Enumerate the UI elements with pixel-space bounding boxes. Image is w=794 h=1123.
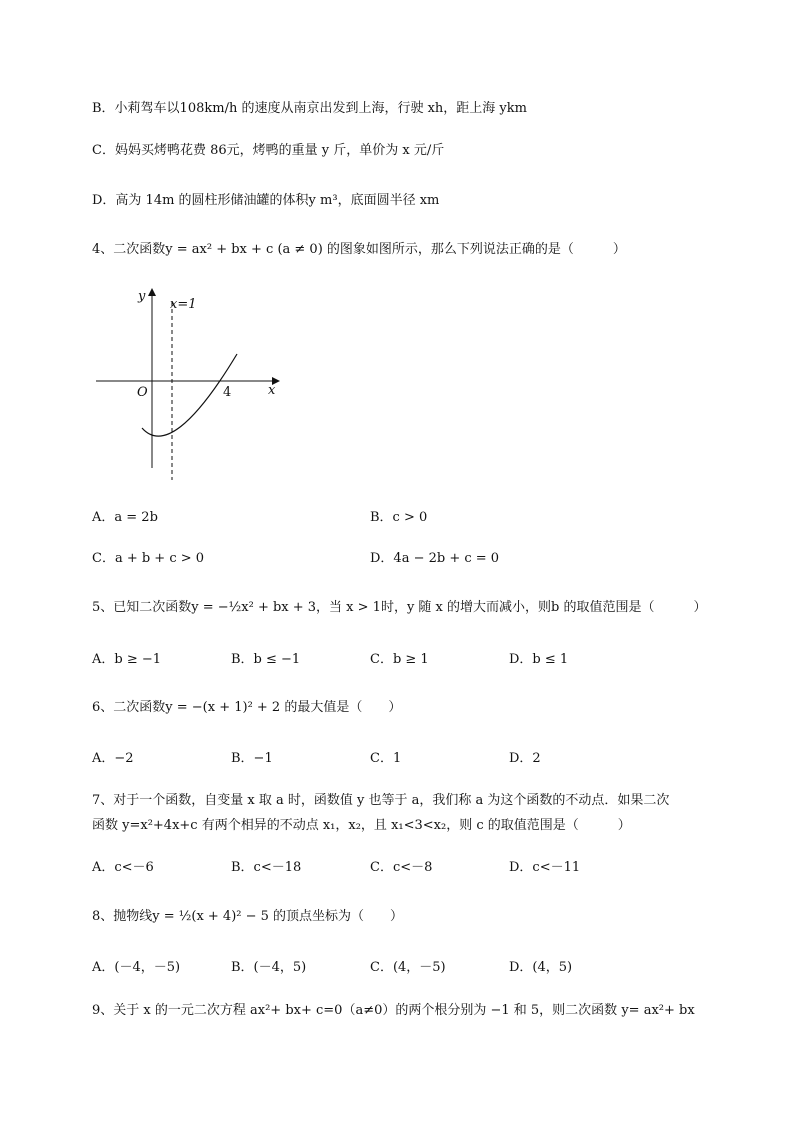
q6-option-c: C．1 [370,751,402,766]
q4-option-d: D．4a − 2b + c = 0 [370,551,500,566]
q6-option-d: D．2 [509,751,541,766]
q5-option-d: D．b ≤ 1 [509,652,569,667]
q5-option-a: A．b ≥ −1 [92,652,162,667]
origin-label: O [137,385,148,400]
q9-stem: 9、关于 x 的一元二次方程 ax²+ bx+ c=0（a≠0）的两个根分别为 −1 和 5，则二次函数 y= ax²+ bx [92,1003,695,1018]
x-axis-label: x [268,383,276,398]
y-axis-label: y [138,289,146,304]
q3-option-c: C．妈妈买烤鸭花费 86元，烤鸭的重量 y 斤，单价为 x 元/斤 [92,143,445,158]
q4-stem: 4、二次函数y = ax² + bx + c (a ≠ 0) 的图象如图所示，那么下列说法正确的是（ ） [92,242,626,257]
q5-option-c: C．b ≥ 1 [370,652,429,667]
q7-stem-line1: 7、对于一个函数，自变量 x 取 a 时，函数值 y 也等于 a，我们称 a 为这个函数的不动点．如果二次 [92,793,670,808]
q7-stem-line2: 函数 y=x²+4x+c 有两个相异的不动点 x₁，x₂，且 x₁<3<x₂，则 c 的取值范围是（ ） [92,818,631,833]
root-label: 4 [223,385,232,400]
q4-option-a: A．a = 2b [92,510,158,525]
q5-stem: 5、已知二次函数y = −½x² + bx + 3，当 x > 1时，y 随 x 的增大而减小，则b 的取值范围是（ ） [92,600,707,615]
q8-option-c: C．(4，－5) [370,960,446,975]
q6-stem: 6、二次函数y = −(x + 1)² + 2 的最大值是（ ） [92,700,402,715]
q7-option-b: B．c<－18 [231,860,302,875]
q7-option-c: C．c<－8 [370,860,433,875]
q4-option-c: C．a + b + c > 0 [92,551,205,566]
parabola-graph [92,280,292,485]
q6-option-a: A．−2 [92,751,134,766]
q3-option-b: B．小莉驾车以108km/h 的速度从南京出发到上海，行驶 xh，距上海 ykm [92,101,527,116]
q6-option-b: B．−1 [231,751,273,766]
y-axis-arrow [148,288,156,296]
q8-option-d: D．(4，5) [509,960,573,975]
q3-option-d: D．高为 14m 的圆柱形储油罐的体积y m³，底面圆半径 xm [92,193,440,208]
q5-option-b: B．b ≤ −1 [231,652,301,667]
q7-option-a: A．c<－6 [92,860,154,875]
q7-option-d: D．c<－11 [509,860,581,875]
q8-option-b: B．(－4，5) [231,960,307,975]
symmetry-axis-label: x=1 [170,297,197,312]
q8-option-a: A．(－4，－5) [92,960,181,975]
q8-stem: 8、抛物线y = ½(x + 4)² − 5 的顶点坐标为（ ） [92,909,404,924]
q4-option-b: B．c > 0 [370,510,428,525]
